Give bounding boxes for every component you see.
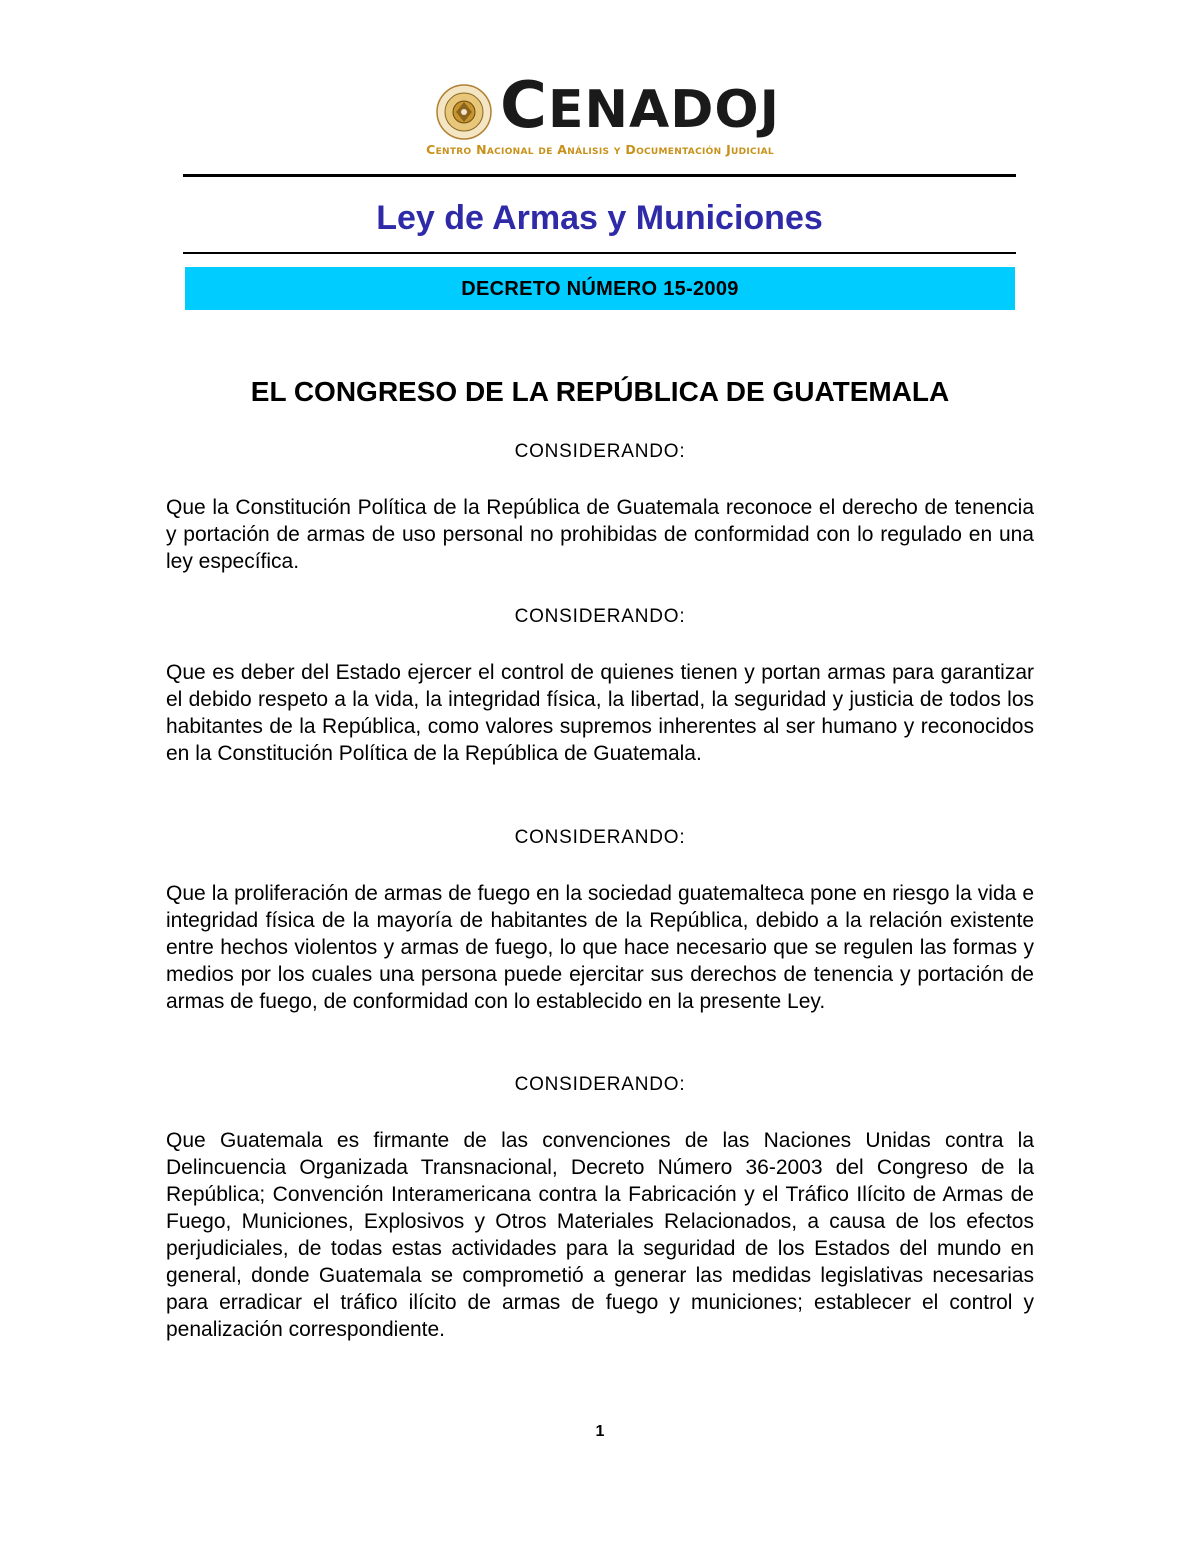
decree-banner: DECRETO NÚMERO 15-2009 <box>185 267 1015 310</box>
considerando-paragraph: Que es deber del Estado ejercer el control de quienes tienen y portan armas para garantizar el debido respeto a la vida, la integridad física, la libertad, la seguridad y justicia de todos los habitantes de la República, como valores supremos inherentes al ser humano y reconocidos en la Constitución Política de la República de Guatemala. <box>166 661 1034 765</box>
top-divider <box>183 174 1016 177</box>
judicial-seal-icon <box>434 82 494 142</box>
page-number: 1 <box>595 1423 605 1440</box>
considerando-paragraph: Que la Constitución Política de la República de Guatemala reconoce el derecho de tenencia y portación de armas de uso personal no prohibidas de conformidad con lo regulado en una ley específica. <box>166 496 1034 573</box>
brand-wordmark <box>500 69 780 143</box>
document-title: Ley de Armas y Municiones <box>376 199 823 237</box>
cenadoj-logo <box>426 69 790 165</box>
considerando-paragraph: Que Guatemala es firmante de las convenciones de las Naciones Unidas contra la Delincuencia Organizada Transnacional, Decreto Número 36-2003 del Congreso de la República; Convención Interamericana contra la Fabricación y el Tráfico Ilícito de Armas de Fuego, Municiones, Explosivos y Otros Materiales Relacionados, a causa de los efectos perjudiciales, de todas estas actividades para la seguridad de los Estados del mundo en general, donde Guatemala se comprometió a generar las medidas legislativas necesarias para erradicar el tráfico ilícito de armas de fuego y municiones; establecer el control y penalización correspondiente. <box>166 1129 1034 1341</box>
considerando-paragraph: Que la proliferación de armas de fuego en la sociedad guatemalteca pone en riesgo la vida e integridad física de la mayoría de habitantes de la República, debido a la relación existente entre hechos violentos y armas de fuego, lo que hace necesario que se regulen las formas y medios por los cuales una persona puede ejercitar sus derechos de tenencia y portación de armas de fuego, de conformidad con lo establecido en la presente Ley. <box>166 882 1034 1013</box>
considerando-label: CONSIDERANDO: <box>514 1074 686 1095</box>
considerando-label: CONSIDERANDO: <box>514 441 686 462</box>
congress-heading: EL CONGRESO DE LA REPÚBLICA DE GUATEMALA <box>250 376 950 407</box>
title-divider <box>183 252 1016 254</box>
considerando-label: CONSIDERANDO: <box>514 827 686 848</box>
brand-rest: ENADOJ <box>547 80 780 140</box>
brand-initial: C <box>500 69 548 143</box>
considerando-label: CONSIDERANDO: <box>514 606 686 627</box>
brand-subtitle: Centro Nacional de Análisis y Documentación Judicial <box>426 142 774 157</box>
